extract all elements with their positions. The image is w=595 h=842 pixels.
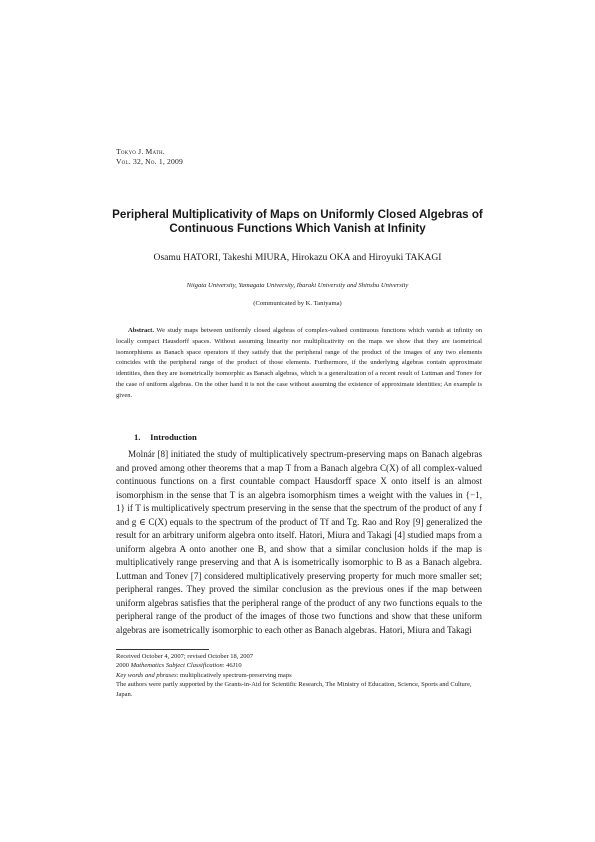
- journal-volume: Vol. 32, No. 1, 2009: [116, 157, 184, 166]
- introduction-paragraph: Molnár [8] initiated the study of multiplicatively spectrum-preserving maps on Banach algebras and proved among other theorems that a map T from a Banach algebra C(X) of all complex-valued continuous functions on a first countable compact Hausdorff space X onto itself is an almost isomorphism in the sense that T is an algebra isomorphism times a weight with the values in {−1, 1} if T is multiplicatively spectrum preserving in the sense that the spectrum of the product of any f and g ∈ C(X) equals to the spectrum of the product of Tf and Tg. Rao and Roy [9] generalized the result for an arbitrary uniform algebra onto itself. Hatori, Miura and Takagi [4] studied maps from a uniform algebra A onto another one B, and show that a similar conclusion holds if the map is multiplicatively range preserving and that A is isometrically isomorphic to B as a Banach algebra. Luttman and Tonev [7] considered multiplicatively preserving property for much more smaller set; peripheral ranges. They proved the similar conclusion as the previous ones if the map between uniform algebras satisfies that the peripheral range of the product of any two functions equals to the peripheral range of the product of the images of those two functions and show that these uniform algebras are isometrically isomorphic to each other as Banach algebras. Hatori, Miura and Takagi: [116, 449, 482, 635]
- authors: Osamu HATORI, Takeshi MIURA, Hirokazu OKA and Hiroyuki TAKAGI: [153, 252, 442, 263]
- footnotes: [116, 652, 482, 699]
- paper-title-line-2: Continuous Functions Which Vanish at Infinity: [169, 222, 426, 235]
- paper-title: [100, 208, 495, 236]
- msc-value: : 46J10: [222, 662, 242, 670]
- abstract: [116, 326, 482, 402]
- section-number: 1.: [134, 432, 141, 442]
- funding-note: The authors were partly supported by the Grants-in-Aid for Scientific Research, The Ministry of Education, Science, Sports and Culture, Japan.: [116, 681, 472, 698]
- msc-line: [116, 661, 482, 670]
- msc-label: Mathematics Subject Classification: [130, 662, 223, 670]
- journal-header: [116, 147, 183, 167]
- section-heading: [134, 432, 197, 442]
- keywords-label: Key words and phrases: [116, 671, 177, 679]
- journal-name: Tokyo J. Math.: [116, 147, 165, 156]
- affiliations: Niigata University, Yamagata University, Ibaraki University and Shinshu University: [186, 282, 409, 289]
- abstract-text: We study maps between uniformly closed algebras of complex-valued continuous functions which vanish at infinity on locally compact Hausdorff spaces. Without assuming linearity nor multiplicativity on the maps we show that they are isometrical isomorphisms as Banach space operators if they satisfy that the peripheral range of the product of the images of any two elements coincides with the peripheral range of the product of those elements. Furthermore, if the underlying algebras contain approximate identities, then they are isometrically isomorphic as Banach algebras, which is a generalization of a recent result of Luttman and Tonev for the case of uniform algebras. On the other hand it is not the case without assuming the existence of approximate identities; An example is given.: [116, 327, 482, 399]
- received-dates: Received October 4, 2007; revised October 18, 2007: [116, 653, 254, 660]
- paper-title-line-1: Peripheral Multiplicativity of Maps on Uniformly Closed Algebras of: [112, 208, 483, 221]
- msc-prefix: 2000: [116, 662, 131, 670]
- keywords-value: : multiplicatively spectrum-preserving maps: [176, 671, 292, 679]
- keywords-line: [116, 671, 482, 680]
- communicated-by: (Communicated by K. Taniyama): [253, 300, 342, 307]
- abstract-label: Abstract.: [128, 327, 154, 334]
- section-title: Introduction: [150, 432, 197, 442]
- footnote-rule: [116, 649, 209, 650]
